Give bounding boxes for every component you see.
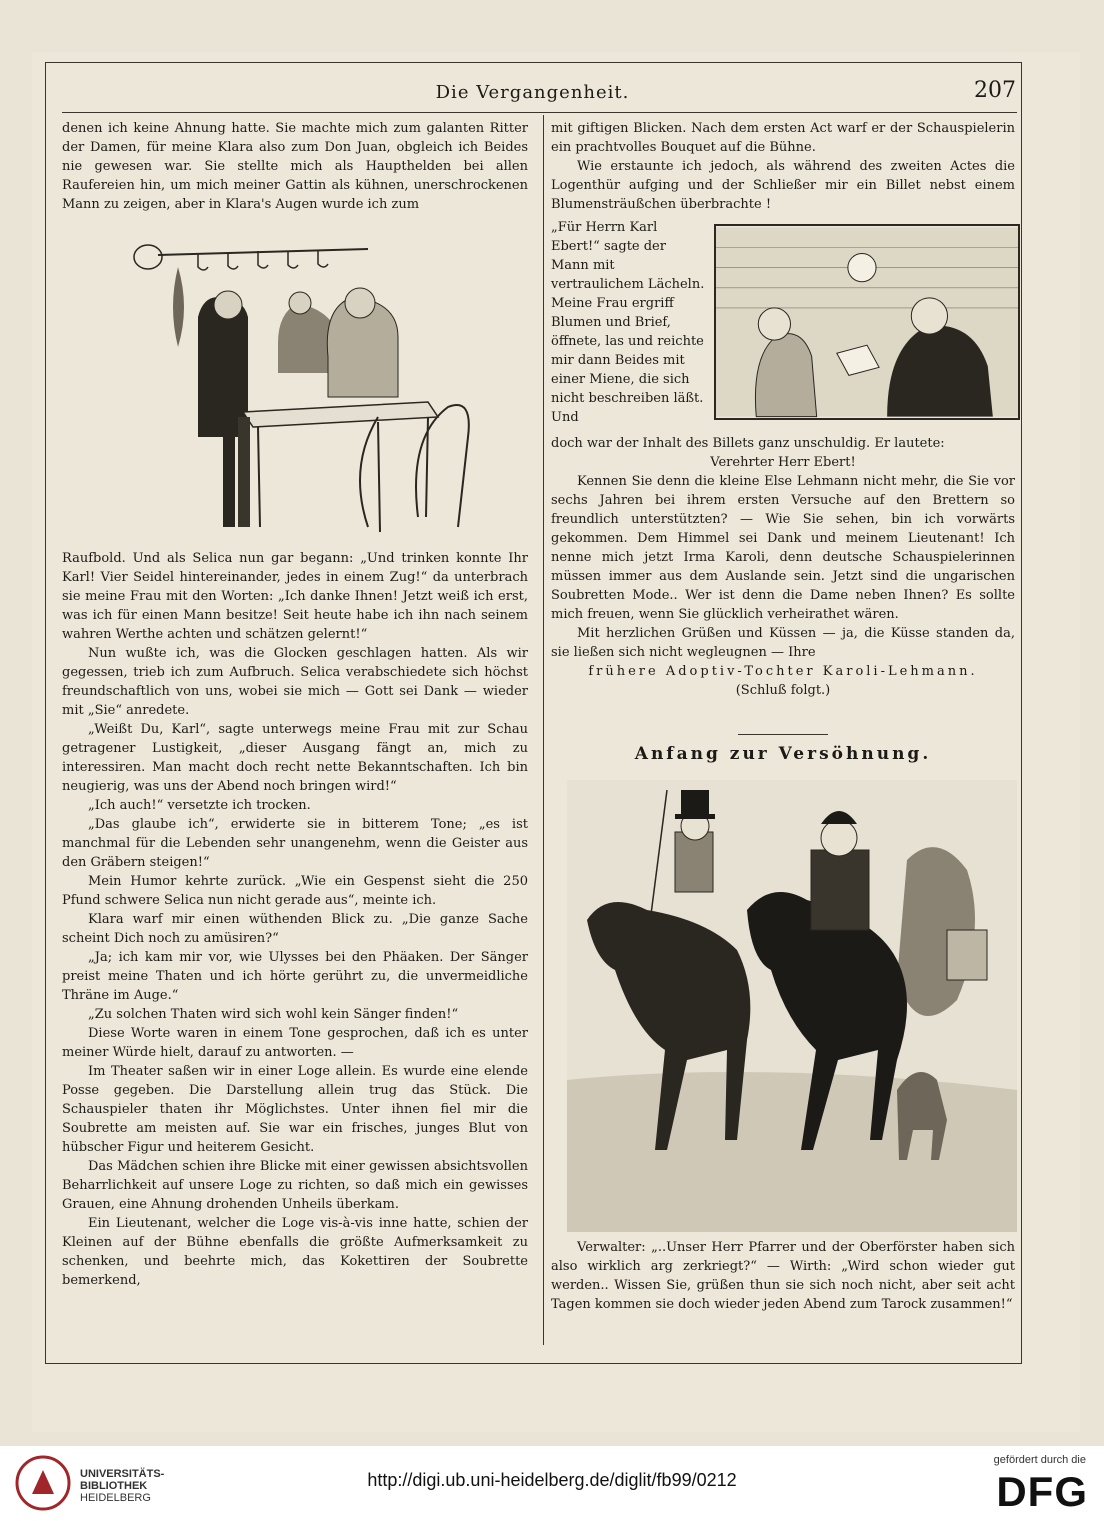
column-divider: [543, 115, 544, 1345]
left-column-top: [62, 119, 528, 214]
letter-illustration: [714, 224, 1020, 420]
left-column-bottom: [62, 549, 528, 1290]
letter-salutation: Verehrter Herr Ebert!: [710, 455, 856, 470]
footer-bar: [0, 1446, 1104, 1521]
library-name-line: UNIVERSITÄTS-: [80, 1468, 165, 1480]
story-headline: Anfang zur Versöhnung.: [634, 744, 932, 764]
letter-signature: frühere Adoptiv-Tochter Karoli-Lehmann.: [588, 664, 978, 679]
funding-note: gefördert durch die: [993, 1454, 1086, 1466]
running-header: [45, 78, 1020, 112]
paragraph: Ein Lieutenant, welcher die Loge vis-à-vis inne hatte, schien der Kleinen auf der Bühne ebenfalls die größte Aufmerksamkeit zu schenken, und beehrte mich, das Kokettiren der Soubrette bemerkend,: [62, 1216, 528, 1288]
dfg-logo[interactable]: DFG: [996, 1468, 1088, 1515]
riders-illustration: [567, 780, 1017, 1232]
paragraph: denen ich keine Ahnung hatte. Sie machte mich zum galanten Ritter der Damen, für meine Klara also zum Don Juan, obgleich ich Beides nie gewesen war. Sie stellte mich als Haupthelden bei allen Raufereien hin, um mich meiner Gattin als kühnen, unerschrockenen Mann zu zeigen, aber in Klara's Augen wurde ich zum: [62, 121, 528, 212]
paragraph: Mein Humor kehrte zurück. „Wie ein Gespenst sieht die 250 Pfund schwere Selica nun nicht gerade aus“, meinte ich.: [62, 874, 528, 908]
paragraph: Wie erstaunte ich jedoch, als während des zweiten Actes die Logenthür aufging und der Schließer mir ein Billet nebst einem Blumensträußchen überbrachte !: [551, 159, 1015, 212]
right-column-top: [551, 119, 1015, 214]
library-name-line: HEIDELBERG: [80, 1492, 151, 1504]
source-url[interactable]: http://digi.ub.uni-heidelberg.de/diglit/fb99/0212: [367, 1470, 737, 1490]
paragraph: Das Mädchen schien ihre Blicke mit einer gewissen absichtsvollen Beharrlichkeit auf unsere Loge zu richten, so daß mich ein gewisses Grauen, eine Ahnung drohenden Unheils überkam.: [62, 1159, 528, 1212]
to-be-continued: (Schluß folgt.): [735, 683, 831, 698]
paragraph: „Weißt Du, Karl“, sagte unterwegs meine Frau mit zur Schau getragener Lustigkeit, „dieser Ausgang fängt an, mich zu interessiren. Man macht doch recht nette Bekanntschaften. Ich bin neugierig, was uns der Abend noch bringen wird!“: [62, 722, 528, 794]
header-title: Die Vergangenheit.: [435, 82, 630, 103]
paragraph: Klara warf mir einen wüthenden Blick zu. „Die ganze Sache scheint Dich noch zu amüsiren?“: [62, 912, 528, 946]
section-rule: [738, 734, 828, 735]
page-number: 207: [974, 78, 1016, 103]
paragraph: „Für Herrn Karl Ebert!“ sagte der Mann mit vertraulichem Lächeln. Meine Frau ergriff Blumen und Brief, öffnete, las und reichte mir dann Beides mit einer Miene, die sich nicht beschreiben läßt. Und: [551, 220, 705, 425]
tavern-illustration: [128, 227, 482, 547]
right-column-bottom: [551, 434, 1015, 700]
paragraph: Im Theater saßen wir in einer Loge allein. Es wurde eine elende Posse gegeben. Die Darstellung allein trug das Stück. Die Schauspieler thaten ihr Möglichstes. Unter ihnen fiel mir die Soubrette am meisten auf. Sie war ein frisches, junges Blut von hübscher Figur und heiterem Gesicht.: [62, 1064, 528, 1155]
header-rule: [62, 112, 1017, 113]
paragraph: „Ja; ich kam mir vor, wie Ulysses bei den Phäaken. Der Sänger preist meine Thaten und ich hörte gerührt zu, die unvermeidliche Thräne im Auge.“: [62, 950, 528, 1003]
letter-paragraph: Mit herzlichen Grüßen und Küssen — ja, die Küsse standen da, sie ließen sich nicht wegleugnen — Ihre: [551, 626, 1015, 660]
paragraph: doch war der Inhalt des Billets ganz unschuldig. Er lautete:: [551, 436, 945, 451]
riders-caption: [551, 1238, 1015, 1314]
paragraph: Diese Worte waren in einem Tone gesprochen, daß ich es unter meiner Würde hielt, darauf zu antworten. —: [62, 1026, 528, 1060]
paragraph: „Zu solchen Thaten wird sich wohl kein Sänger finden!“: [88, 1007, 459, 1022]
library-name-line: BIBLIOTHEK: [80, 1480, 148, 1492]
paragraph: Nun wußte ich, was die Glocken geschlagen hatten. Als wir gegessen, trieb ich zum Aufbruch. Selica verabschiedete sich höchst freundschaftlich von uns, wobei sie mich — Gott sei Dank — wieder mit „Sie“ anredete.: [62, 646, 528, 718]
paragraph: „Ich auch!“ versetzte ich trocken.: [88, 798, 311, 813]
caption-text: Verwalter: „..Unser Herr Pfarrer und der Oberförster haben sich also wirklich arg zerkriegt?“ — Wirth: „Wird schon wieder gut werden.. Wissen Sie, grüßen thun sie sich noch nicht, aber seit acht Tagen kommen sie doch wieder jeden Abend zum Tarock zusammen!“: [551, 1240, 1015, 1312]
right-column-narrow: [551, 218, 706, 427]
paragraph: Raufbold. Und als Selica nun gar begann: „Und trinken konnte Ihr Karl! Vier Seidel hintereinander, jedes in einem Zug!“ da unterbrach sie meine Frau mit den Worten: „Ich danke Ihnen! Jetzt weiß ich erst, was ich für einen Mann besitze! Seit heute habe ich ihn nach seinem wahren Werthe achten und schätzen gelernt!“: [62, 551, 528, 642]
paragraph: „Das glaube ich“, erwiderte sie in bitterem Tone; „es ist manchmal für die Lebenden sehr unangenehm, wenn die Geister aus den Gräbern steigen!“: [62, 817, 528, 870]
paragraph: mit giftigen Blicken. Nach dem ersten Act warf er der Schauspielerin ein prachtvolles Bouquet auf die Bühne.: [551, 121, 1015, 155]
letter-paragraph: Kennen Sie denn die kleine Else Lehmann nicht mehr, die Sie vor sechs Jahren bei ihrem ersten Versuche auf den Brettern so freundlich unterstützten? — Wie Sie sehen, bin ich vorwärts gekommen. Dem Himmel sei Dank und meinem Lieutenant! Ich nenne mich jetzt Irma Karoli, denn deutsche Schauspielerinnen müssen immer aus dem Auslande sein. Jetzt sind die ungarischen Soubretten Mode.. Wer ist denn die Dame neben Ihnen? Es sollte mich freuen, wenn Sie glücklich verheirathet wären.: [551, 474, 1015, 622]
